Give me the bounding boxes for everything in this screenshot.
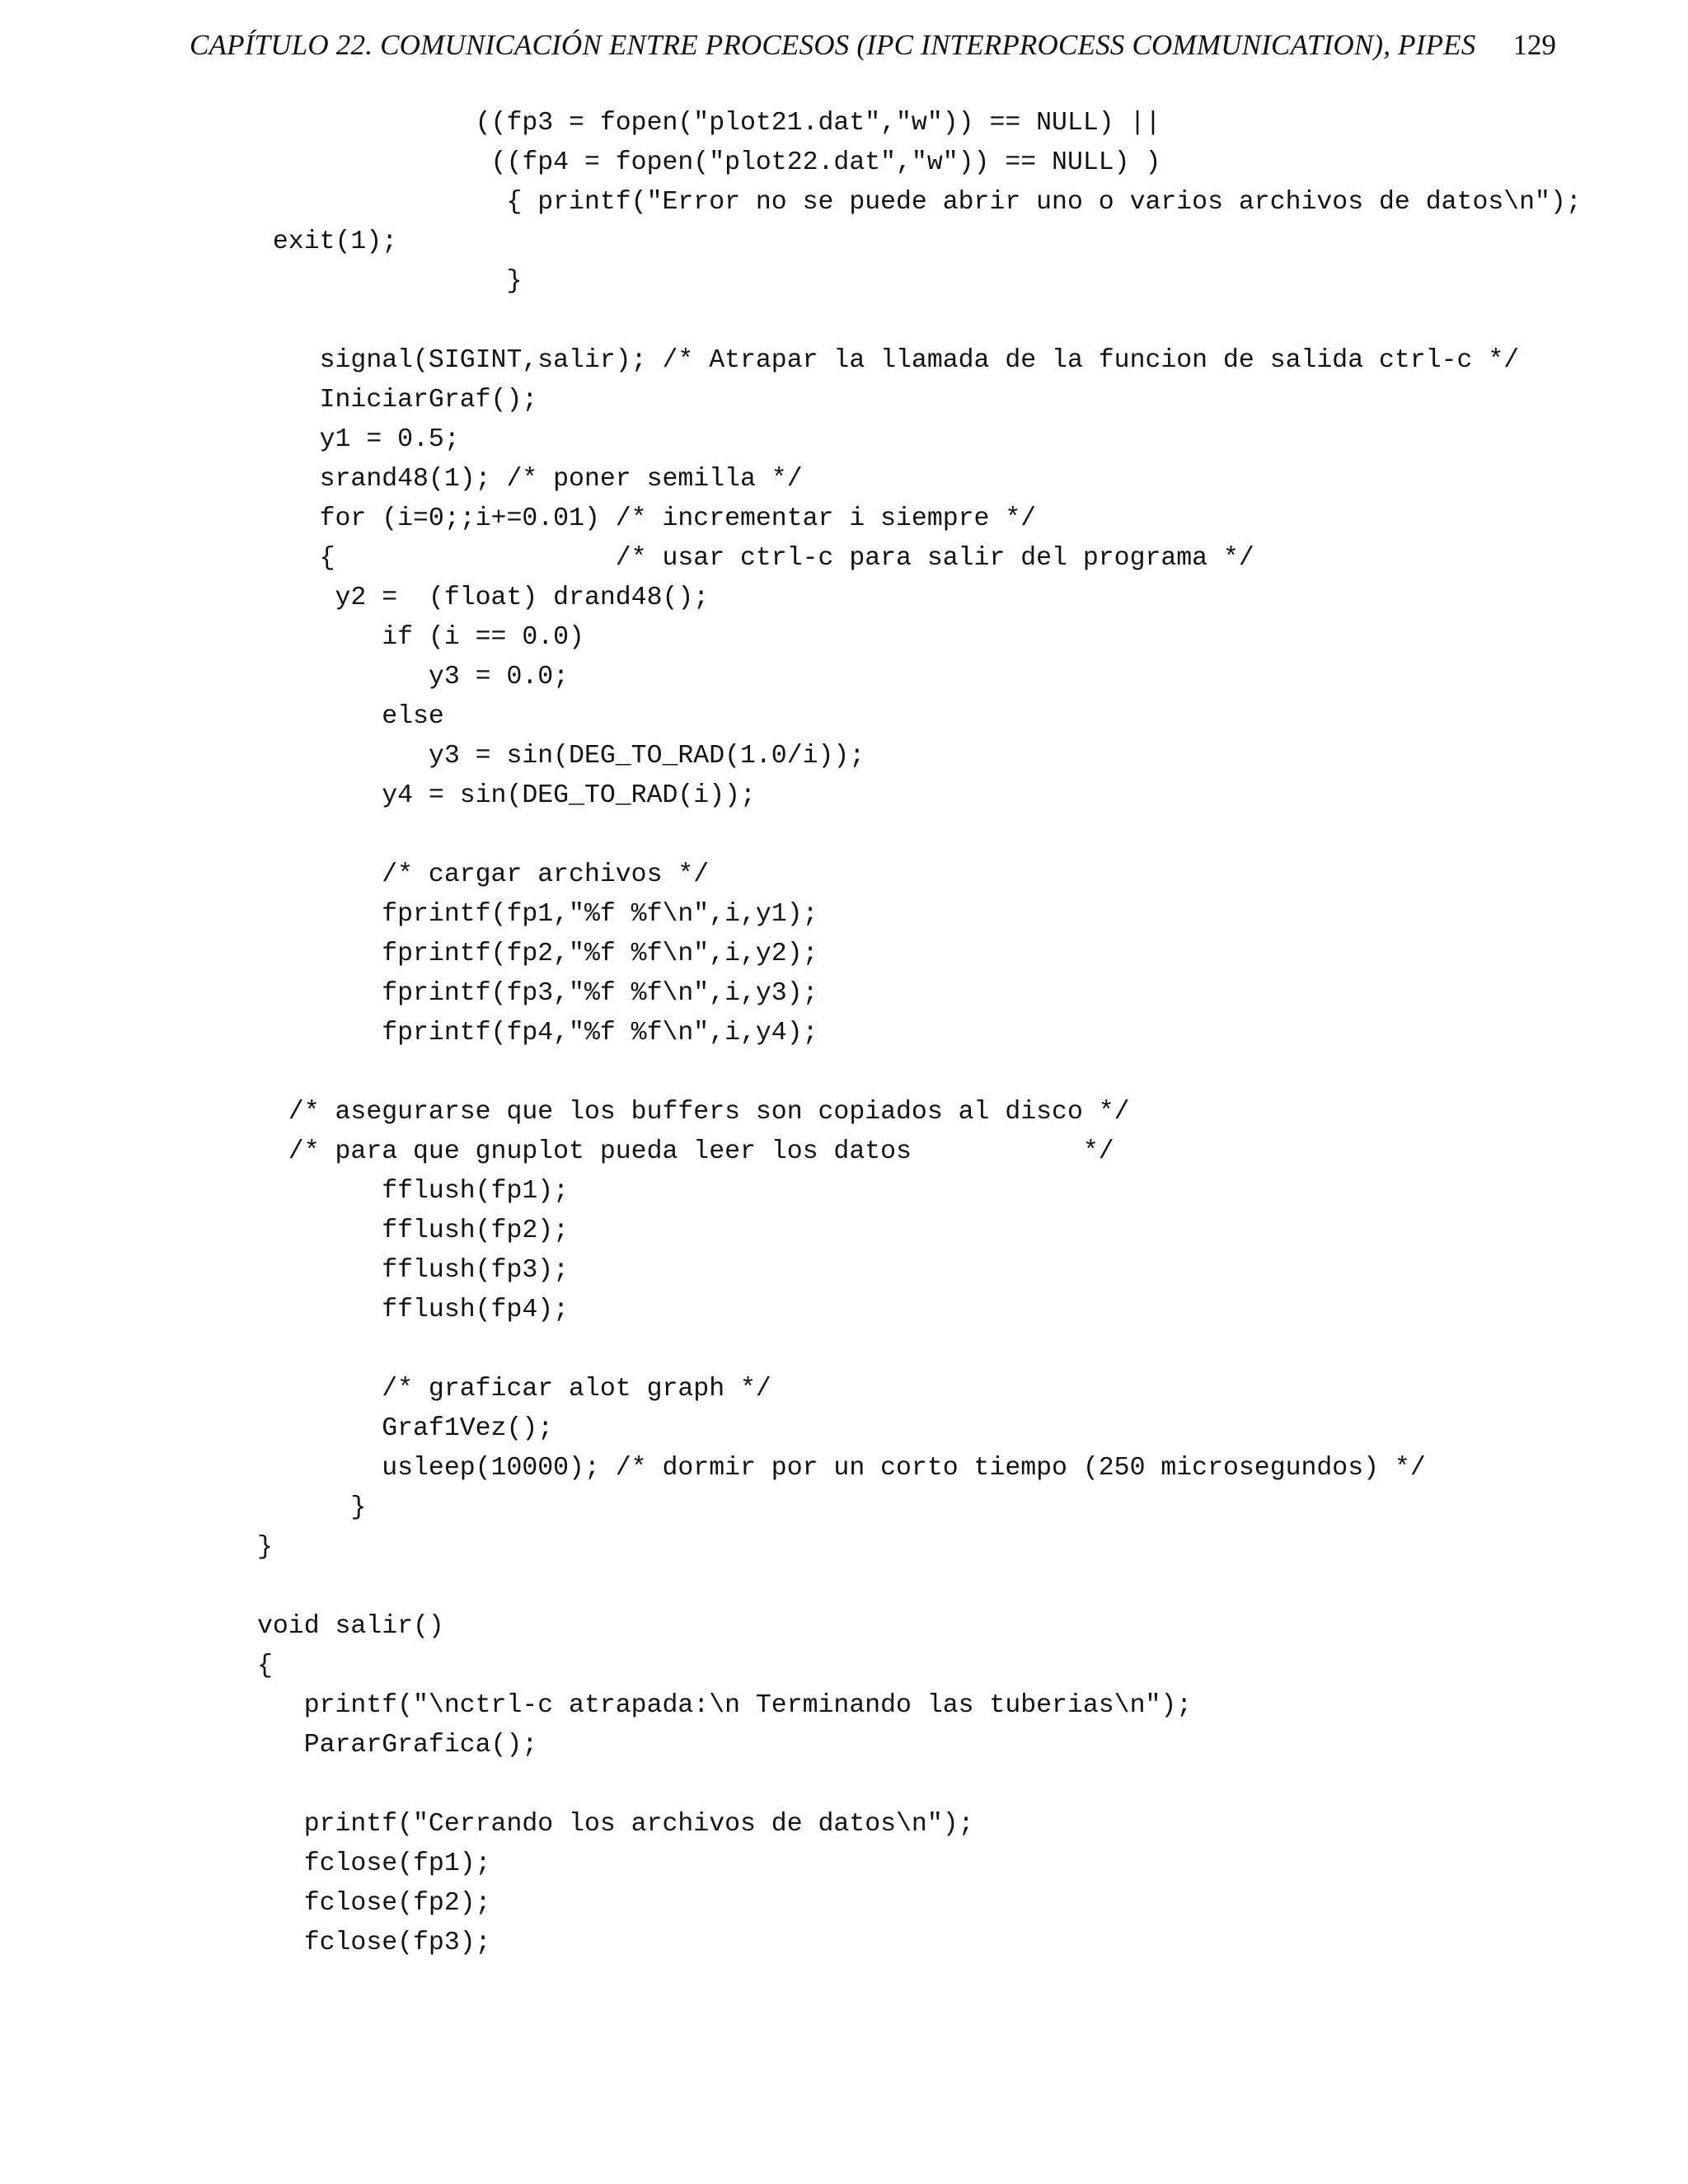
page-number: 129	[1512, 29, 1556, 61]
code-line	[257, 302, 1672, 341]
code-line: fprintf(fp4,"%f %f\n",i,y4);	[257, 1019, 818, 1047]
code-line: { printf("Error no se puede abrir uno o varios archivos de datos\n");	[257, 188, 1582, 217]
code-line	[257, 1330, 1672, 1370]
code-line: fclose(fp2);	[257, 1889, 491, 1918]
code-line	[257, 1765, 1672, 1805]
code-line: /* para que gnuplot pueda leer los datos */	[257, 1137, 1114, 1166]
code-line: /* graficar alot graph */	[257, 1375, 771, 1404]
code-line: printf("\nctrl-c atrapada:\n Terminando las tuberias\n");	[257, 1691, 1193, 1720]
code-line: else	[257, 702, 444, 731]
code-line: { /* usar ctrl-c para salir del programa */	[257, 544, 1254, 573]
code-line	[257, 1053, 1672, 1093]
code-line: }	[257, 1493, 367, 1522]
code-line: printf("Cerrando los archivos de datos\n");	[257, 1810, 974, 1839]
code-line: fclose(fp3);	[257, 1929, 491, 1957]
code-line: ((fp3 = fopen("plot21.dat","w")) == NULL) ||	[257, 109, 1161, 138]
chapter-title: CAPÍTULO 22. COMUNICACIÓN ENTRE PROCESOS (IPC INTERPROCESS COMMUNICATION), PIPES	[190, 29, 1476, 61]
code-line	[257, 816, 1672, 855]
code-line: usleep(10000); /* dormir por un corto tiempo (250 microsegundos) */	[257, 1454, 1426, 1483]
code-line: y4 = sin(DEG_TO_RAD(i));	[257, 781, 756, 810]
code-line: srand48(1); /* poner semilla */	[257, 465, 803, 494]
code-line: ((fp4 = fopen("plot22.dat","w")) == NULL) )	[257, 148, 1161, 177]
code-line: /* asegurarse que los buffers son copiados al disco */	[257, 1098, 1130, 1127]
code-line: fflush(fp1);	[257, 1177, 570, 1206]
page-header	[0, 25, 1688, 66]
code-line: fflush(fp2);	[257, 1216, 570, 1245]
code-line: signal(SIGINT,salir); /* Atrapar la llamada de la funcion de salida ctrl-c */	[257, 346, 1520, 375]
code-line: fprintf(fp2,"%f %f\n",i,y2);	[257, 940, 818, 968]
code-line: if (i == 0.0)	[257, 623, 584, 652]
code-line: y3 = sin(DEG_TO_RAD(1.0/i));	[257, 742, 865, 771]
code-line: {	[257, 1652, 273, 1680]
code-line: y1 = 0.5;	[257, 425, 460, 454]
code-line: fclose(fp1);	[257, 1849, 491, 1878]
code-line: fflush(fp4);	[257, 1296, 570, 1324]
code-line: y3 = 0.0;	[257, 663, 570, 691]
code-line: fflush(fp3);	[257, 1256, 570, 1285]
code-line: void salir()	[257, 1612, 444, 1641]
code-line: y2 = (float) drand48();	[257, 583, 710, 612]
code-line: for (i=0;;i+=0.01) /* incrementar i siempre */	[257, 504, 1037, 533]
code-line	[257, 1568, 1672, 1607]
code-line: }	[257, 267, 523, 296]
code-line: IniciarGraf();	[257, 386, 538, 415]
code-line: PararGrafica();	[257, 1731, 538, 1760]
code-line: fprintf(fp3,"%f %f\n",i,y3);	[257, 979, 818, 1008]
code-line: Graf1Vez();	[257, 1414, 554, 1443]
code-line: /* cargar archivos */	[257, 860, 710, 889]
code-line: fprintf(fp1,"%f %f\n",i,y1);	[257, 900, 818, 929]
code-line: exit(1);	[257, 227, 398, 256]
code-line: }	[257, 1533, 273, 1562]
